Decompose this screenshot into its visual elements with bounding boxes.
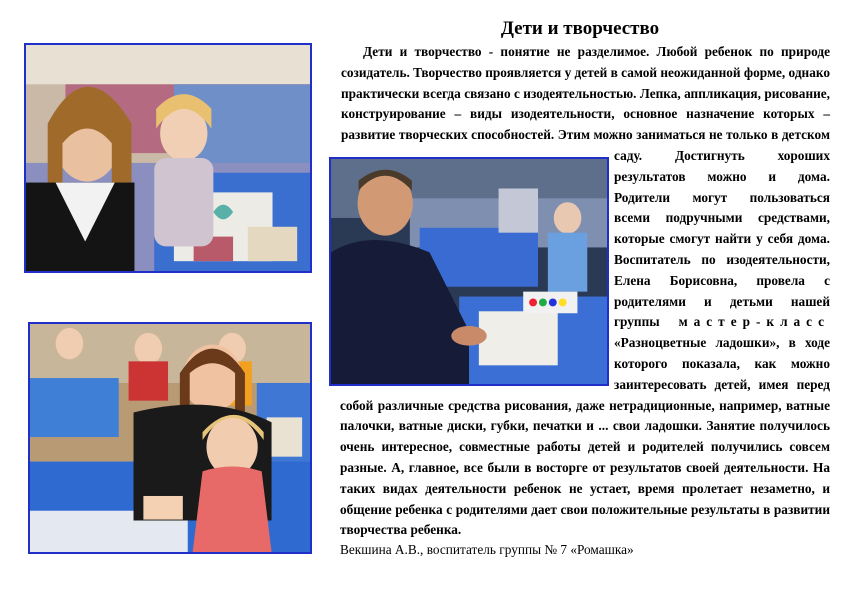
article-paragraph bbox=[340, 42, 830, 541]
article-title: Дети и творчество bbox=[500, 18, 660, 39]
signature: Векшина А.В., воспитатель группы № 7 «Ромашка» bbox=[340, 542, 634, 557]
photo-mother-daughter-smiling bbox=[28, 322, 312, 554]
photo-wrap-spacer bbox=[328, 157, 606, 387]
article-text-part1: Дети и творчество - понятие не разделимое. Любой ребенок по природе созидатель. Творчество проявляется у детей в самой неожиданной форме, однако практически всегда связано с изодеятельностью. Лепка, аппликация, рисование, конструирование – виды изодеятельности, основное назначение которых – развитие творческих способностей. Этим можно заниматься не только в детском саду. Достигнуть хороших результатов можно и дома. Родители могут пользоваться всеми подручными средствами, которые смогут найти у себя дома. Воспитатель по изодеятельности, Елена Борисовна, провела с родителями и детьми нашей группы bbox=[341, 44, 830, 330]
article-text-spaced: мастер-класс bbox=[678, 314, 830, 330]
photo-image bbox=[30, 324, 310, 552]
photo-mother-daughter-painting bbox=[24, 43, 312, 273]
article-text-part2: «Разноцветные ладошки», в ходе которого показала, как можно заинтересовать детей, имея перед собой различные средства рисования, даже нетрадиционные, например, ватные палочки, ватные диски, губки, печатки и ... свои ладошки. Занятие получилось очень интересное, совместные работы детей и родителей получились совсем разные. А, главное, все были в восторге от результатов своей деятельности. На таких видах деятельности ребенок не устает, время пролетает незаметно, и общение ребенка с родителями дает свои положительные результаты в развитии творчества ребенка. bbox=[340, 335, 830, 538]
article-body bbox=[340, 42, 830, 541]
photo-image bbox=[26, 45, 310, 271]
